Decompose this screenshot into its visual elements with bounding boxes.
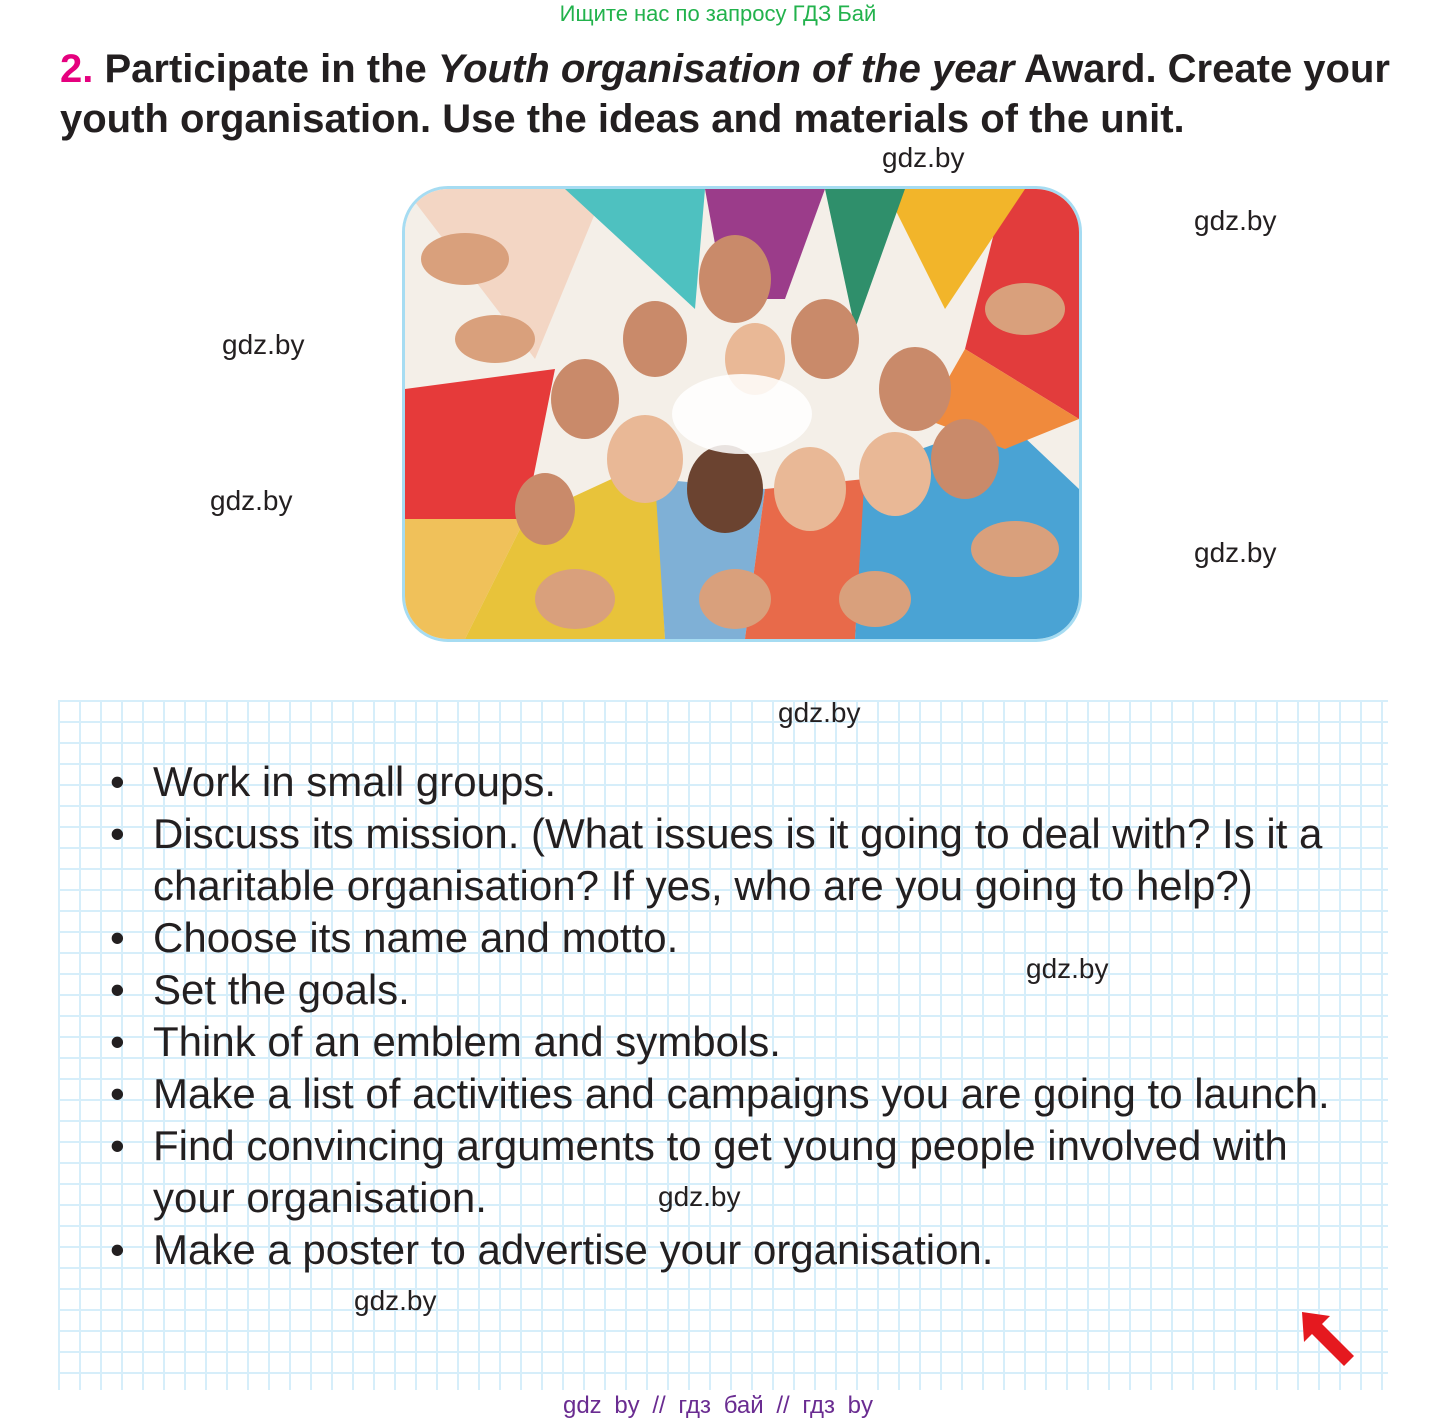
watermark-text: gdz.by [1026, 953, 1109, 984]
task-instruction [60, 44, 1390, 144]
watermark-text: gdz.by [778, 697, 861, 728]
bullet-icon: • [110, 1122, 125, 1169]
list-item-text: Find convincing arguments to get young people involved with your organisation. [153, 1122, 1288, 1221]
list-item [110, 1016, 1360, 1068]
list-item [110, 808, 1360, 912]
top-banner: Ищите нас по запросу ГДЗ Бай [559, 1, 877, 26]
bullet-icon: • [110, 1226, 125, 1273]
list-item [110, 912, 1360, 964]
list-item-text: Work in small groups. [153, 758, 557, 805]
watermark-text: gdz.by [210, 485, 293, 516]
group-photo-icon [405, 189, 1079, 639]
bullet-icon: • [110, 1070, 125, 1117]
watermark-text: gdz.by [1194, 537, 1277, 568]
group-photo [402, 186, 1082, 642]
list-item [110, 756, 1360, 808]
list-item-text: Make a list of activities and campaigns you are going to launch. [153, 1070, 1330, 1117]
list-item-text: Discuss its mission. (What issues is it going to deal with? Is it a charitable organisation? If yes, who are you going to help?) [153, 810, 1323, 909]
bullet-icon: • [110, 966, 125, 1013]
watermark-text: gdz.by [354, 1285, 437, 1316]
watermark-text: gdz.by [658, 1181, 741, 1212]
watermark-text: gdz.by [222, 329, 305, 360]
bullet-icon: • [110, 810, 125, 857]
list-item-text: Think of an emblem and symbols. [153, 1018, 781, 1065]
watermark-text: gdz.by [882, 142, 965, 173]
bullet-icon: • [110, 1018, 125, 1065]
list-item-text: Choose its name and motto. [153, 914, 679, 961]
list-item-text: Set the goals. [153, 966, 410, 1013]
task-text-before: Participate in the [104, 47, 427, 91]
award-name: Youth organisation of the year [437, 47, 1015, 91]
task-text-after: Award. Create your youth organisation. Use the ideas and materials of the unit. [60, 47, 1390, 141]
list-item [110, 964, 1360, 1016]
footer-watermark: gdz by // гдз бай // гдз by [562, 1392, 874, 1419]
bullet-icon: • [110, 914, 125, 961]
list-item [110, 1068, 1360, 1120]
watermark-text: gdz.by [1194, 205, 1277, 236]
list-item-text: Make a poster to advertise your organisation. [153, 1226, 994, 1273]
list-item [110, 1224, 1360, 1276]
task-number: 2. [60, 47, 94, 91]
next-arrow-icon[interactable] [1296, 1306, 1360, 1372]
bullet-icon: • [110, 758, 125, 805]
